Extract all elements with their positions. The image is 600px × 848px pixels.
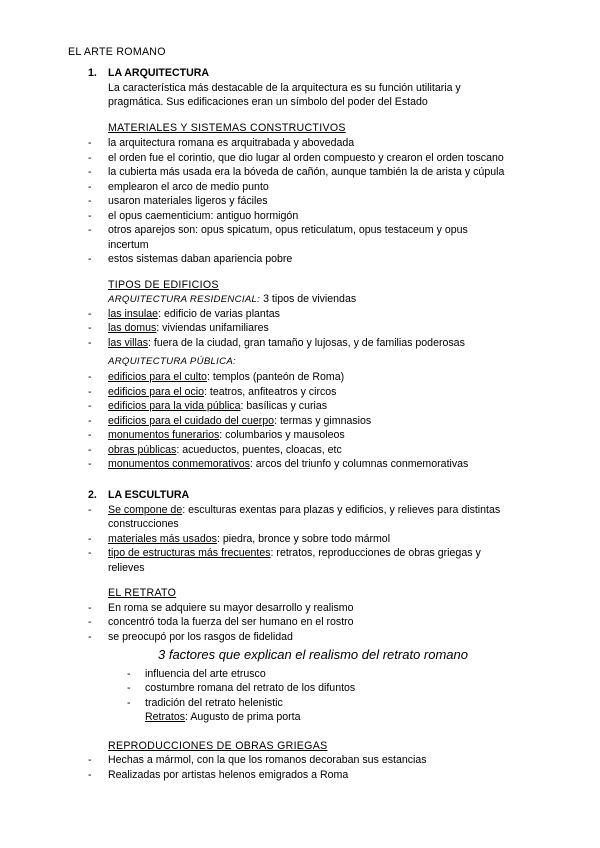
sculpture-item-continuation: relieves	[108, 562, 145, 574]
material-item-continuation: incertum	[108, 239, 149, 251]
residential-term: las domus	[108, 322, 157, 334]
public-item	[108, 457, 468, 472]
bullet-dash: -	[88, 224, 92, 236]
bullet-dash: -	[88, 458, 92, 470]
residential-item	[108, 307, 280, 322]
sculpture-desc: : retratos, reproducciones de obras griegas y	[270, 547, 481, 559]
bullet-dash: -	[88, 152, 92, 164]
sculpture-term: materiales más usados	[108, 533, 217, 545]
material-item: la cubierta más usada era la bóveda de cañón, aunque también la de arista y cúpula	[108, 166, 505, 178]
material-item: usaron materiales ligeros y fáciles	[108, 195, 268, 207]
bullet-dash: -	[88, 533, 92, 545]
bullet-dash: -	[88, 195, 92, 207]
bullet-dash: -	[127, 697, 131, 709]
public-desc: : acueductos, puentes, cloacas, etc	[176, 444, 342, 456]
material-item: estos sistemas daban apariencia pobre	[108, 253, 293, 265]
bullet-dash: -	[127, 668, 131, 680]
bullet-dash: -	[88, 769, 92, 781]
bullet-dash: -	[88, 181, 92, 193]
bullet-dash: -	[88, 415, 92, 427]
factors-title: 3 factores que explican el realismo del retrato romano	[158, 647, 468, 662]
public-term: edificios para la vida pública	[108, 400, 241, 412]
public-term: obras públicas	[108, 444, 177, 456]
factor-item: costumbre romana del retrato de los difuntos	[145, 682, 356, 694]
public-term: edificios para el culto	[108, 371, 207, 383]
public-item	[108, 414, 371, 429]
section-2-number: 2.	[88, 489, 97, 501]
public-desc: : teatros, anfiteatros y circos	[204, 386, 337, 398]
sculpture-desc: : esculturas exentas para plazas y edificios, y relieves para distintas	[182, 504, 501, 516]
public-term: edificios para el cuidado del cuerpo	[108, 415, 275, 427]
residential-term: las insulae	[108, 308, 159, 320]
section-1-intro-line-1: La característica más destacable de la arquitectura es su función utilitaria y	[108, 82, 461, 94]
bullet-dash: -	[88, 322, 92, 334]
public-desc: : basílicas y curias	[240, 400, 328, 412]
public-desc: : templos (panteón de Roma)	[206, 371, 345, 383]
bullet-dash: -	[88, 754, 92, 766]
public-term: monumentos conmemorativos	[108, 458, 250, 470]
section-1-intro-line-2: pragmática. Sus edificaciones eran un símbolo del poder del Estado	[108, 96, 428, 108]
bullet-dash: -	[88, 166, 92, 178]
material-item: el orden fue el corintio, que dio lugar al orden compuesto y crearon el orden toscano	[108, 152, 504, 164]
bullet-dash: -	[127, 682, 131, 694]
residential-heading	[108, 292, 356, 308]
bullet-dash: -	[88, 602, 92, 614]
material-item: la arquitectura romana es arquitrabada y abovedada	[108, 137, 355, 149]
sculpture-item	[108, 503, 500, 518]
public-term: monumentos funerarios	[108, 429, 220, 441]
sculpture-item	[108, 546, 481, 561]
bullet-dash: -	[88, 371, 92, 383]
doc-title: EL ARTE ROMANO	[68, 46, 166, 58]
portrait-heading: EL RETRATO	[108, 587, 177, 599]
residential-desc: : fuera de la ciudad, gran tamaño y lujosas, y de familias poderosas	[148, 337, 465, 349]
sculpture-term: tipo de estructuras más frecuentes	[108, 547, 271, 559]
section-1-number: 1.	[88, 67, 97, 79]
residential-suffix: 3 tipos de viviendas	[260, 293, 357, 305]
bullet-dash: -	[88, 429, 92, 441]
factor-item: tradición del retrato helenistic	[145, 697, 283, 709]
public-item	[108, 370, 344, 385]
bullet-dash: -	[88, 253, 92, 265]
repro-item: Realizadas por artistas helenos emigrados a Roma	[108, 769, 349, 781]
bullet-dash: -	[88, 504, 92, 516]
residential-item	[108, 321, 269, 336]
residential-label: ARQUITECTURA RESIDENCIAL:	[108, 294, 261, 305]
sculpture-desc: : piedra, bronce y sobre todo mármol	[216, 533, 391, 545]
sculpture-item-continuation: construcciones	[108, 518, 179, 530]
portraits-desc: : Augusto de prima porta	[185, 711, 301, 723]
repro-heading: REPRODUCCIONES DE OBRAS GRIEGAS	[108, 740, 328, 752]
bullet-dash: -	[88, 308, 92, 320]
residential-desc: : edificio de varias plantas	[158, 308, 280, 320]
public-desc: : termas y gimnasios	[274, 415, 372, 427]
public-item	[108, 399, 327, 414]
portrait-item: En roma se adquiere su mayor desarrollo y realismo	[108, 602, 354, 614]
public-heading: ARQUITECTURA PÚBLICA:	[108, 356, 237, 367]
bullet-dash: -	[88, 400, 92, 412]
material-item: el opus caementicium: antiguo hormigón	[108, 210, 299, 222]
material-item: otros aparejos son: opus spicatum, opus reticulatum, opus testaceum y opus	[108, 224, 468, 236]
repro-item: Hechas a mármol, con la que los romanos decoraban sus estancias	[108, 754, 427, 766]
materials-heading: MATERIALES Y SISTEMAS CONSTRUCTIVOS	[108, 122, 346, 134]
bullet-dash: -	[88, 547, 92, 559]
sculpture-term: Se compone de	[108, 504, 183, 516]
public-term: edificios para el ocio	[108, 386, 204, 398]
public-desc: : arcos del triunfo y columnas conmemorativas	[249, 458, 469, 470]
public-item	[108, 428, 345, 443]
material-item: emplearon el arco de medio punto	[108, 181, 269, 193]
types-heading: TIPOS DE EDIFICIOS	[108, 279, 219, 291]
residential-item	[108, 336, 465, 351]
public-item	[108, 443, 342, 458]
bullet-dash: -	[88, 386, 92, 398]
residential-desc: : viviendas unifamiliares	[156, 322, 269, 334]
public-item	[108, 385, 336, 400]
section-2-title: LA ESCULTURA	[108, 489, 190, 501]
bullet-dash: -	[88, 337, 92, 349]
bullet-dash: -	[88, 444, 92, 456]
bullet-dash: -	[88, 210, 92, 222]
sculpture-item	[108, 532, 390, 547]
bullet-dash: -	[88, 137, 92, 149]
factor-item: influencia del arte etrusco	[145, 668, 266, 680]
section-1-title: LA ARQUITECTURA	[108, 67, 210, 79]
portrait-item: se preocupó por los rasgos de fidelidad	[108, 631, 293, 643]
portrait-item: concentró toda la fuerza del ser humano en el rostro	[108, 616, 354, 628]
residential-term: las villas	[108, 337, 149, 349]
portraits-label: Retratos	[145, 711, 186, 723]
bullet-dash: -	[88, 616, 92, 628]
public-desc: : columbarios y mausoleos	[219, 429, 345, 441]
bullet-dash: -	[88, 631, 92, 643]
portraits-example	[145, 710, 300, 725]
